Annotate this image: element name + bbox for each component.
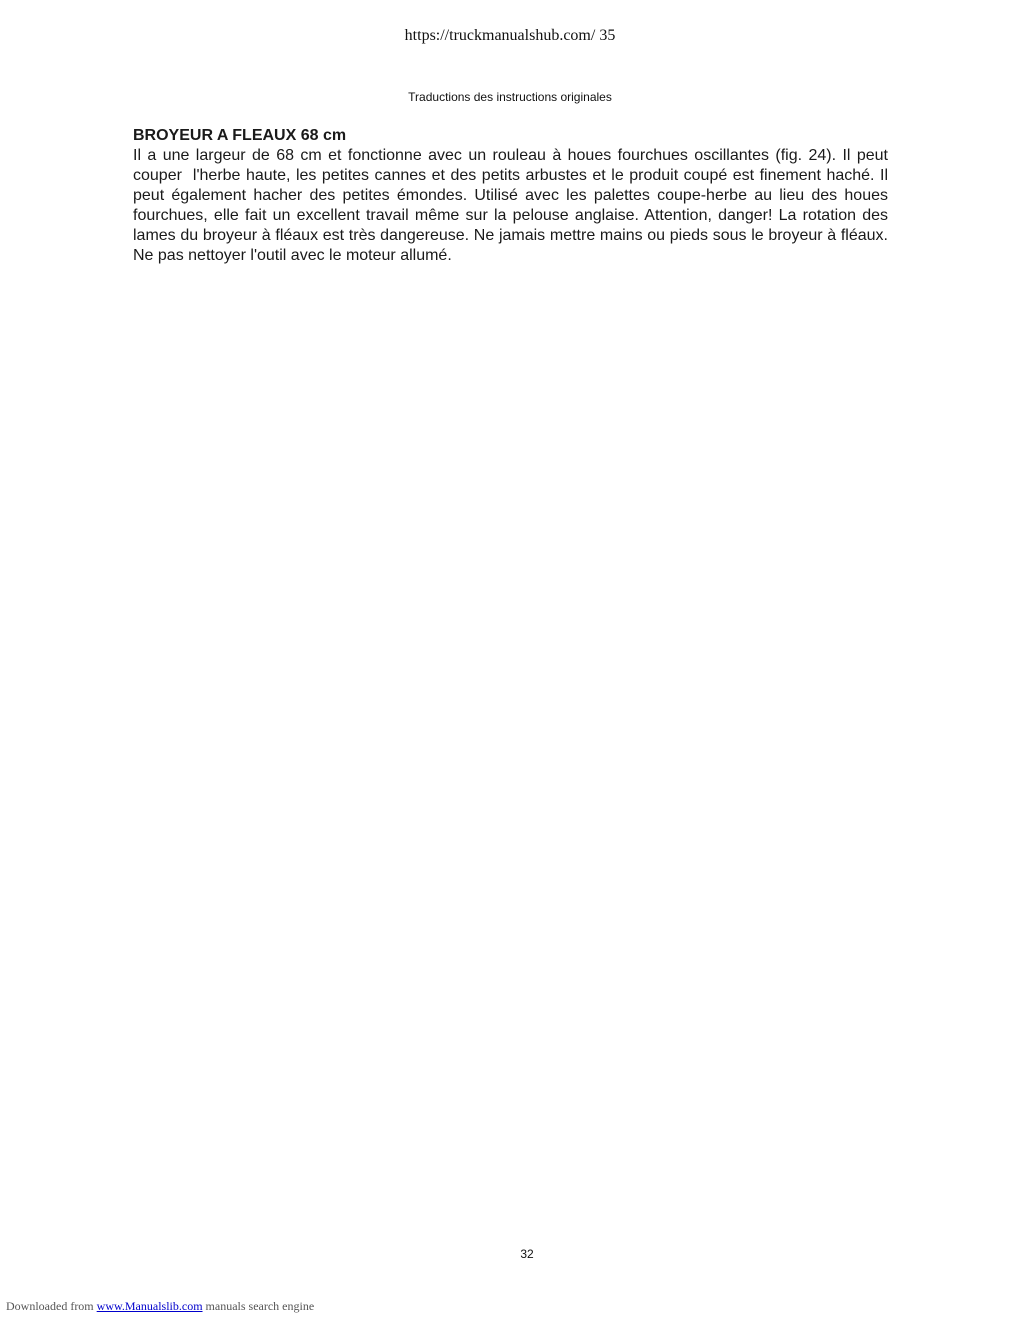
header-note: Traductions des instructions originales bbox=[408, 90, 612, 104]
section-paragraph: Il a une largeur de 68 cm et fonctionne avec un rouleau à houes fourchues oscillantes (fig. 24). Il peut couper l'herbe haute, les petites cannes et des petits arbustes et le produit coupé est finement haché. Il peut également hacher des petites émondes. Utilisé avec les palettes coupe-herbe au lieu des houes fourchues, elle fait un excellent travail même sur la pelouse anglaise. Attention, danger! La rotation des lames du broyeur à fléaux est très dangereuse. Ne jamais mettre mains ou pieds sous le broyeur à fléaux. Ne pas nettoyer l'outil avec le moteur allumé. bbox=[133, 147, 893, 264]
page-number: 32 bbox=[520, 1247, 534, 1261]
source-url: https://truckmanualshub.com/ 35 bbox=[404, 27, 616, 44]
main-content bbox=[133, 126, 893, 266]
section-title: BROYEUR A FLEAUX 68 cm bbox=[133, 127, 347, 144]
footer-prefix: Downloaded from bbox=[6, 1299, 97, 1313]
download-footer bbox=[6, 1299, 314, 1314]
footer-suffix: manuals search engine bbox=[202, 1299, 315, 1313]
manualslib-link[interactable]: www.Manualslib.com bbox=[96, 1299, 203, 1313]
